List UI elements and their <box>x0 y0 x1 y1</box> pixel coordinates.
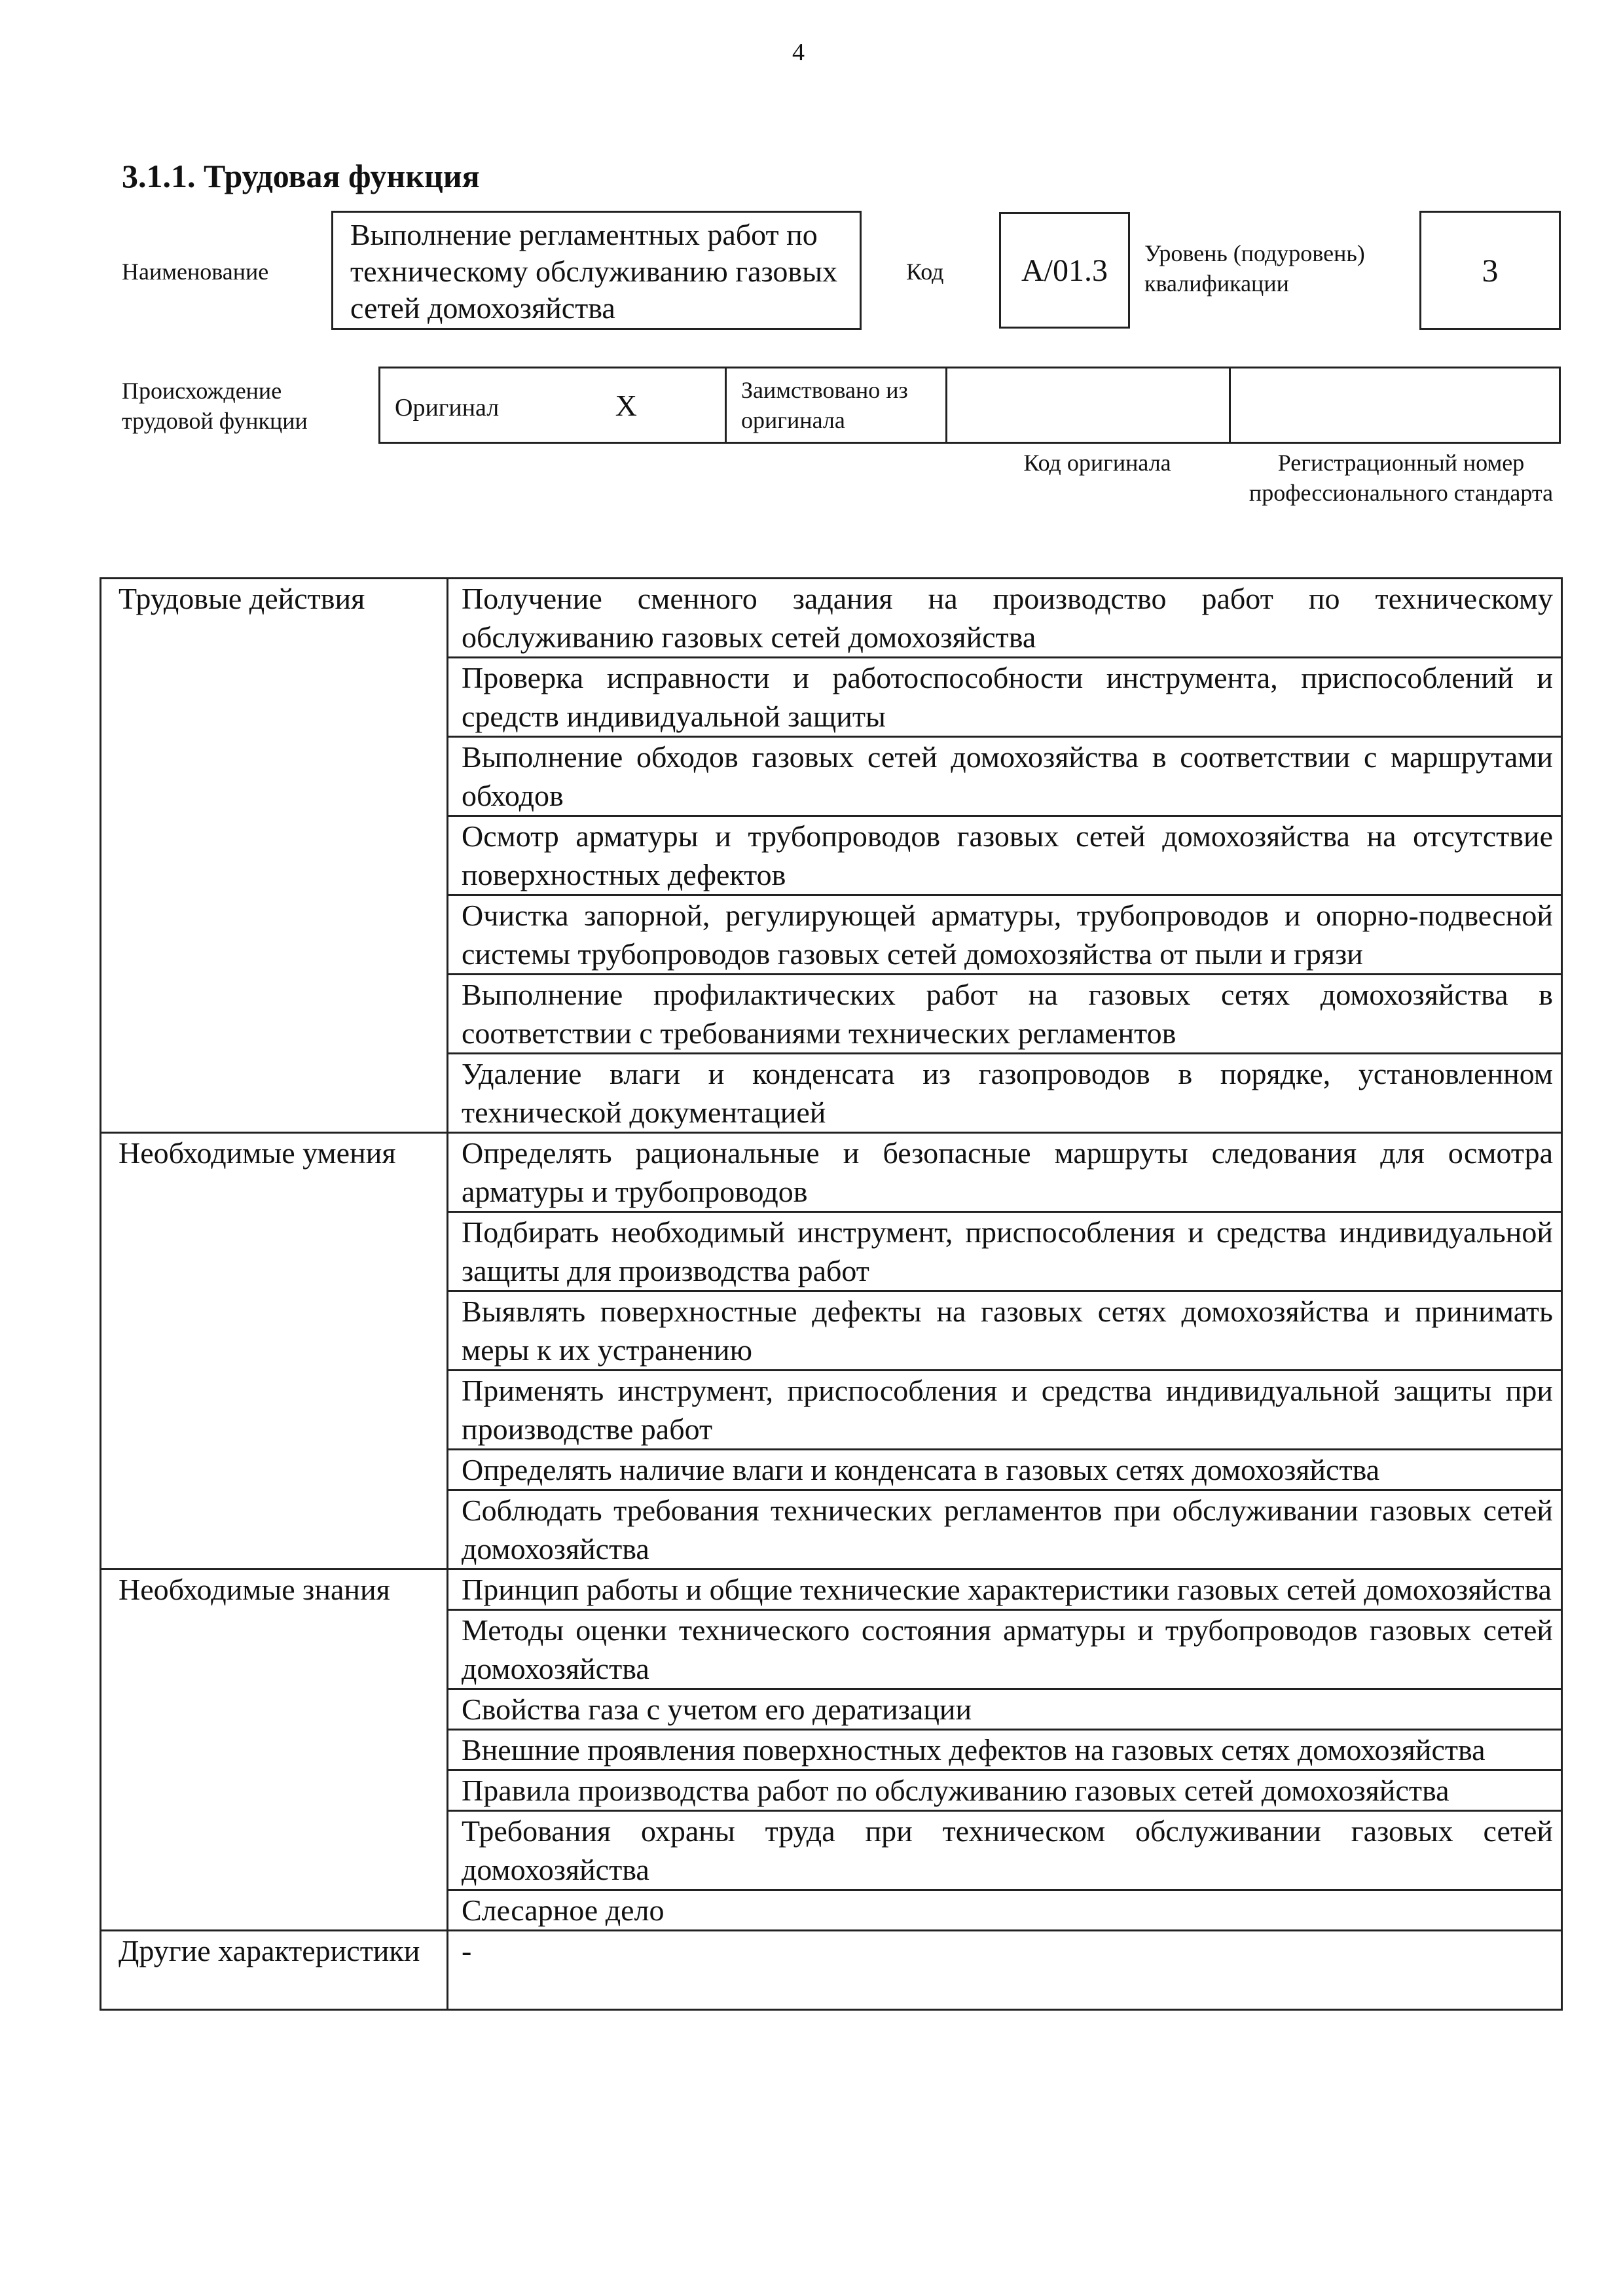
code-label: Код <box>906 259 944 285</box>
table-cell: Проверка исправности и работоспособности инструмента, приспособлений и средств индивидуальной защиты <box>448 658 1562 737</box>
table-cell: Выявлять поверхностные дефекты на газовых сетях домохозяйства и принимать меры к их устранению <box>448 1291 1562 1371</box>
category-cell: Другие характеристики <box>101 1931 448 2010</box>
table-cell: Соблюдать требования технических регламентов при обслуживании газовых сетей домохозяйства <box>448 1490 1562 1570</box>
table-cell: Определять рациональные и безопасные маршруты следования для осмотра арматуры и трубопроводов <box>448 1133 1562 1212</box>
page-number: 4 <box>792 39 805 66</box>
table-cell: Определять наличие влаги и конденсата в газовых сетях домохозяйства <box>448 1450 1562 1490</box>
code-original-cell <box>947 368 1230 443</box>
level-label: Уровень (подуровень) квалификации <box>1144 240 1365 296</box>
original-mark: Х <box>615 388 637 422</box>
borrowed-cell: Заимствовано из оригинала <box>726 368 947 443</box>
function-name-box: Выполнение регламентных работ по техническому обслуживанию газовых сетей домохозяйства <box>331 211 862 330</box>
table-cell: Свойства газа с учетом его дератизации <box>448 1689 1562 1730</box>
table-cell: Подбирать необходимый инструмент, приспособления и средства индивидуальной защиты для производства работ <box>448 1212 1562 1291</box>
table-cell: Слесарное дело <box>448 1890 1562 1931</box>
table-cell: Удаление влаги и конденсата из газопроводов в порядке, установленном технической документацией <box>448 1054 1562 1133</box>
table-cell: Выполнение обходов газовых сетей домохозяйства в соответствии с маршрутами обходов <box>448 737 1562 816</box>
table-cell: Внешние проявления поверхностных дефектов на газовых сетях домохозяйства <box>448 1730 1562 1770</box>
category-cell: Необходимые умения <box>101 1133 448 1570</box>
category-cell: Трудовые действия <box>101 579 448 1133</box>
labor-function-table <box>100 577 1563 2011</box>
table-cell: Получение сменного задания на производство работ по техническому обслуживанию газовых сетей домохозяйства <box>448 579 1562 658</box>
table-row <box>101 1133 1562 1212</box>
table-cell: - <box>448 1931 1562 2010</box>
origin-label: Происхождение трудовой функции <box>122 378 308 434</box>
table-cell: Принцип работы и общие технические характеристики газовых сетей домохозяйства <box>448 1570 1562 1610</box>
table-cell: Правила производства работ по обслуживанию газовых сетей домохозяйства <box>448 1770 1562 1811</box>
original-label: Оригинал <box>395 393 500 422</box>
table-cell: Требования охраны труда при техническом обслуживании газовых сетей домохозяйства <box>448 1811 1562 1890</box>
code-original-caption: Код оригинала <box>1023 450 1171 476</box>
table-cell: Выполнение профилактических работ на газовых сетях домохозяйства в соответствии с требованиями технических регламентов <box>448 975 1562 1054</box>
level-value-box: 3 <box>1419 211 1561 330</box>
section-title: 3.1.1. Трудовая функция <box>122 158 480 194</box>
category-cell: Необходимые знания <box>101 1570 448 1931</box>
table-cell: Применять инструмент, приспособления и средства индивидуальной защиты при производстве работ <box>448 1371 1562 1450</box>
table-row <box>101 1570 1562 1610</box>
code-value-box: А/01.3 <box>999 212 1130 329</box>
table-cell: Методы оценки технического состояния арматуры и трубопроводов газовых сетей домохозяйства <box>448 1610 1562 1689</box>
name-label: Наименование <box>122 259 269 285</box>
table-cell: Очистка запорной, регулирующей арматуры, трубопроводов и опорно-подвесной системы трубопроводов газовых сетей домохозяйства от пыли и грязи <box>448 895 1562 975</box>
table-row <box>101 579 1562 658</box>
reg-number-caption: Регистрационный номер профессионального стандарта <box>1249 450 1554 506</box>
original-cell <box>380 368 726 443</box>
table-row <box>101 1931 1562 2010</box>
reg-number-cell <box>1230 368 1560 443</box>
origin-table <box>378 367 1561 444</box>
table-cell: Осмотр арматуры и трубопроводов газовых сетей домохозяйства на отсутствие поверхностных дефектов <box>448 816 1562 895</box>
